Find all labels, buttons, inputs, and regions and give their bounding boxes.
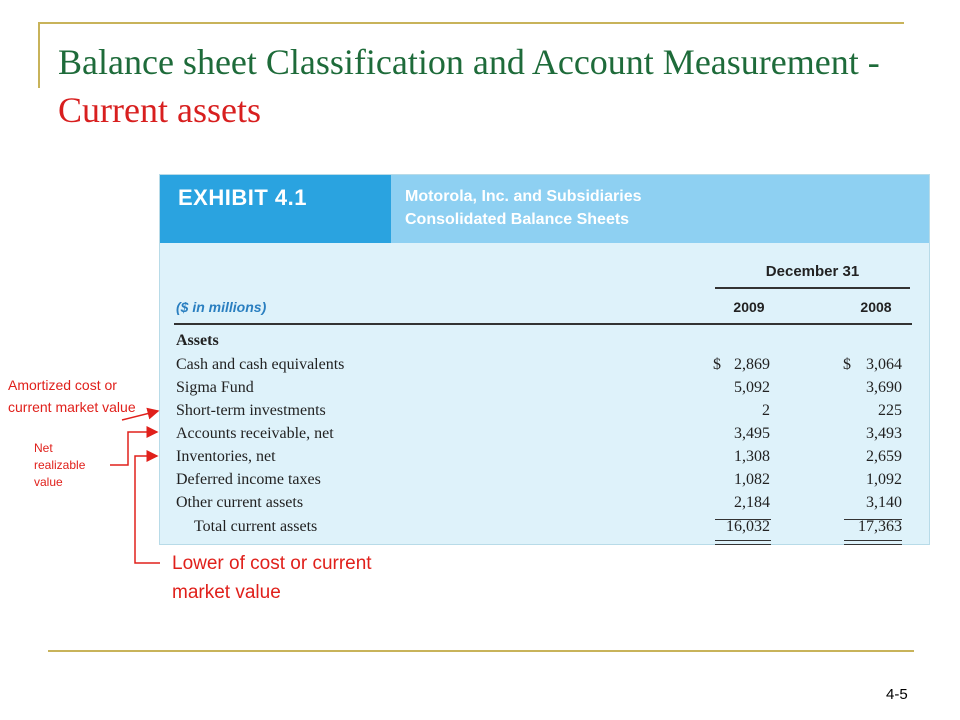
row-label: Sigma Fund [176, 379, 254, 396]
value-2008: 3,064 [866, 356, 902, 373]
value-2009: 2,869 [734, 356, 770, 373]
value-2009: 2,184 [734, 494, 770, 511]
value-2008: 3,140 [866, 494, 902, 511]
value-2009: 1,082 [734, 471, 770, 488]
value-2009: 3,495 [734, 425, 770, 442]
row-label: Cash and cash equivalents [176, 356, 345, 373]
exhibit-label: EXHIBIT 4.1 [178, 185, 307, 210]
row-label: Total current assets [194, 518, 318, 535]
row-label: Deferred income taxes [176, 471, 321, 488]
title-text: Balance sheet Classification and Account Measurement - [58, 42, 880, 82]
title-highlight: Current assets [58, 90, 261, 130]
value-2008: 1,092 [866, 471, 902, 488]
annotation-net-realizable: Net realizable value [34, 441, 86, 489]
row-label: Inventories, net [176, 448, 276, 465]
dollar-sign: $ [713, 356, 721, 373]
section-heading: Assets [176, 332, 219, 349]
value-2008: 3,493 [866, 425, 902, 442]
arrow-inventories [135, 456, 160, 563]
annotation-amortized-cost: Amortized cost or current market value [8, 377, 136, 415]
row-label: Short-term investments [176, 402, 326, 419]
value-2008: 3,690 [866, 379, 902, 396]
value-2008: 225 [878, 402, 902, 419]
value-2009: 2 [762, 402, 770, 419]
company-line-1: Motorola, Inc. and Subsidiaries [405, 188, 642, 205]
annotation-lower-of-cost: Lower of cost or current market value [172, 553, 372, 603]
period-header: December 31 [765, 263, 860, 280]
value-2008: 2,659 [866, 448, 902, 465]
unit-note: ($ in millions) [176, 299, 267, 315]
value-2009: 5,092 [734, 379, 770, 396]
row-label: Accounts receivable, net [176, 425, 334, 442]
value-2008: 17,363 [858, 518, 902, 535]
row-label: Other current assets [176, 494, 304, 511]
dollar-sign: $ [843, 356, 851, 373]
value-2009: 1,308 [734, 448, 770, 465]
year-2009-header: 2009 [733, 299, 765, 315]
company-line-2: Consolidated Balance Sheets [405, 211, 630, 228]
page-number: 4-5 [886, 686, 908, 703]
year-2008-header: 2008 [860, 299, 892, 315]
arrow-accounts-receivable [110, 432, 157, 465]
value-2009: 16,032 [726, 518, 770, 535]
